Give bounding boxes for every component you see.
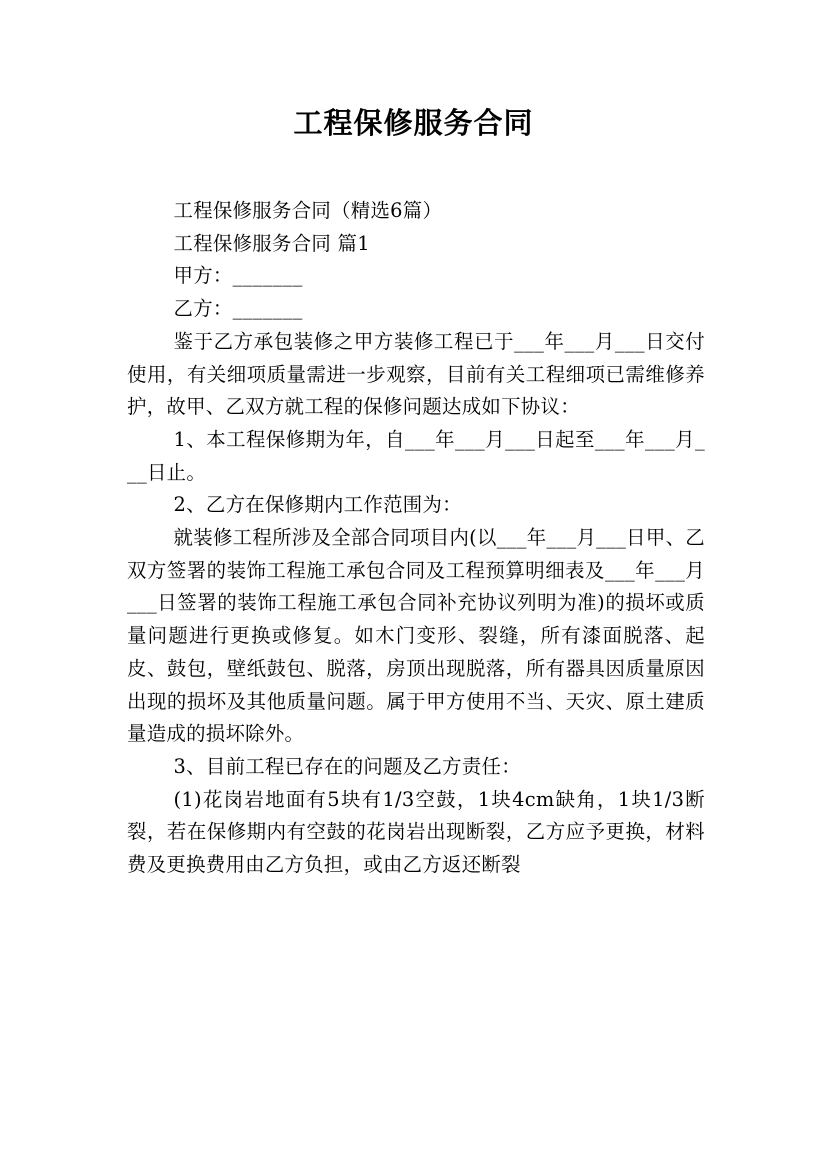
paragraph-clause-1: 1、本工程保修期为年，自___年___月___日起至___年___月___日止。 (127, 427, 705, 484)
paragraph-clause-2: 2、乙方在保修期内工作范围为： (173, 493, 462, 517)
paragraph-preamble: 鉴于乙方承包装修之甲方装修工程已于___年___月___日交付使用，有关细项质量需进一步观察，目前有关工程细项已需维修养护，故甲、乙双方就工程的保修问题达成如下协议： (127, 329, 705, 419)
document-body (127, 195, 705, 882)
paragraph-party-a: 甲方：_______ (173, 264, 303, 288)
paragraph-clause-3: 3、目前工程已存在的问题及乙方责任： (173, 754, 521, 778)
paragraph-party-b: 乙方：_______ (173, 297, 303, 321)
document-title: 工程保修服务合同 (293, 106, 534, 140)
paragraph-subtitle: 工程保修服务合同（精选6篇） (173, 199, 443, 222)
paragraph-section-heading: 工程保修服务合同 篇1 (173, 231, 370, 255)
paragraph-clause-2-detail: 就装修工程所涉及全部合同项目内(以___年___月___日甲、乙双方签署的装饰工程施工承包合同及工程预算明细表及___年___月___日签署的装饰工程施工承包合同补充协议列明为准)的损坏或质量问题进行更换或修复。如木门变形、裂缝，所有漆面脱落、起皮、鼓包，壁纸鼓包、脱落，房顶出现脱落，所有器具因质量原因出现的损坏及其他质量问题。属于甲方使用不当、天灾、原土建质量造成的损坏除外。 (127, 526, 705, 746)
paragraph-clause-3-item-1: (1)花岗岩地面有5块有1/3空鼓，1块4cm缺角，1块1/3断裂，若在保修期内有空鼓的花岗岩出现断裂，乙方应予更换，材料费及更换费用由乙方负担，或由乙方返还断裂 (127, 787, 705, 877)
